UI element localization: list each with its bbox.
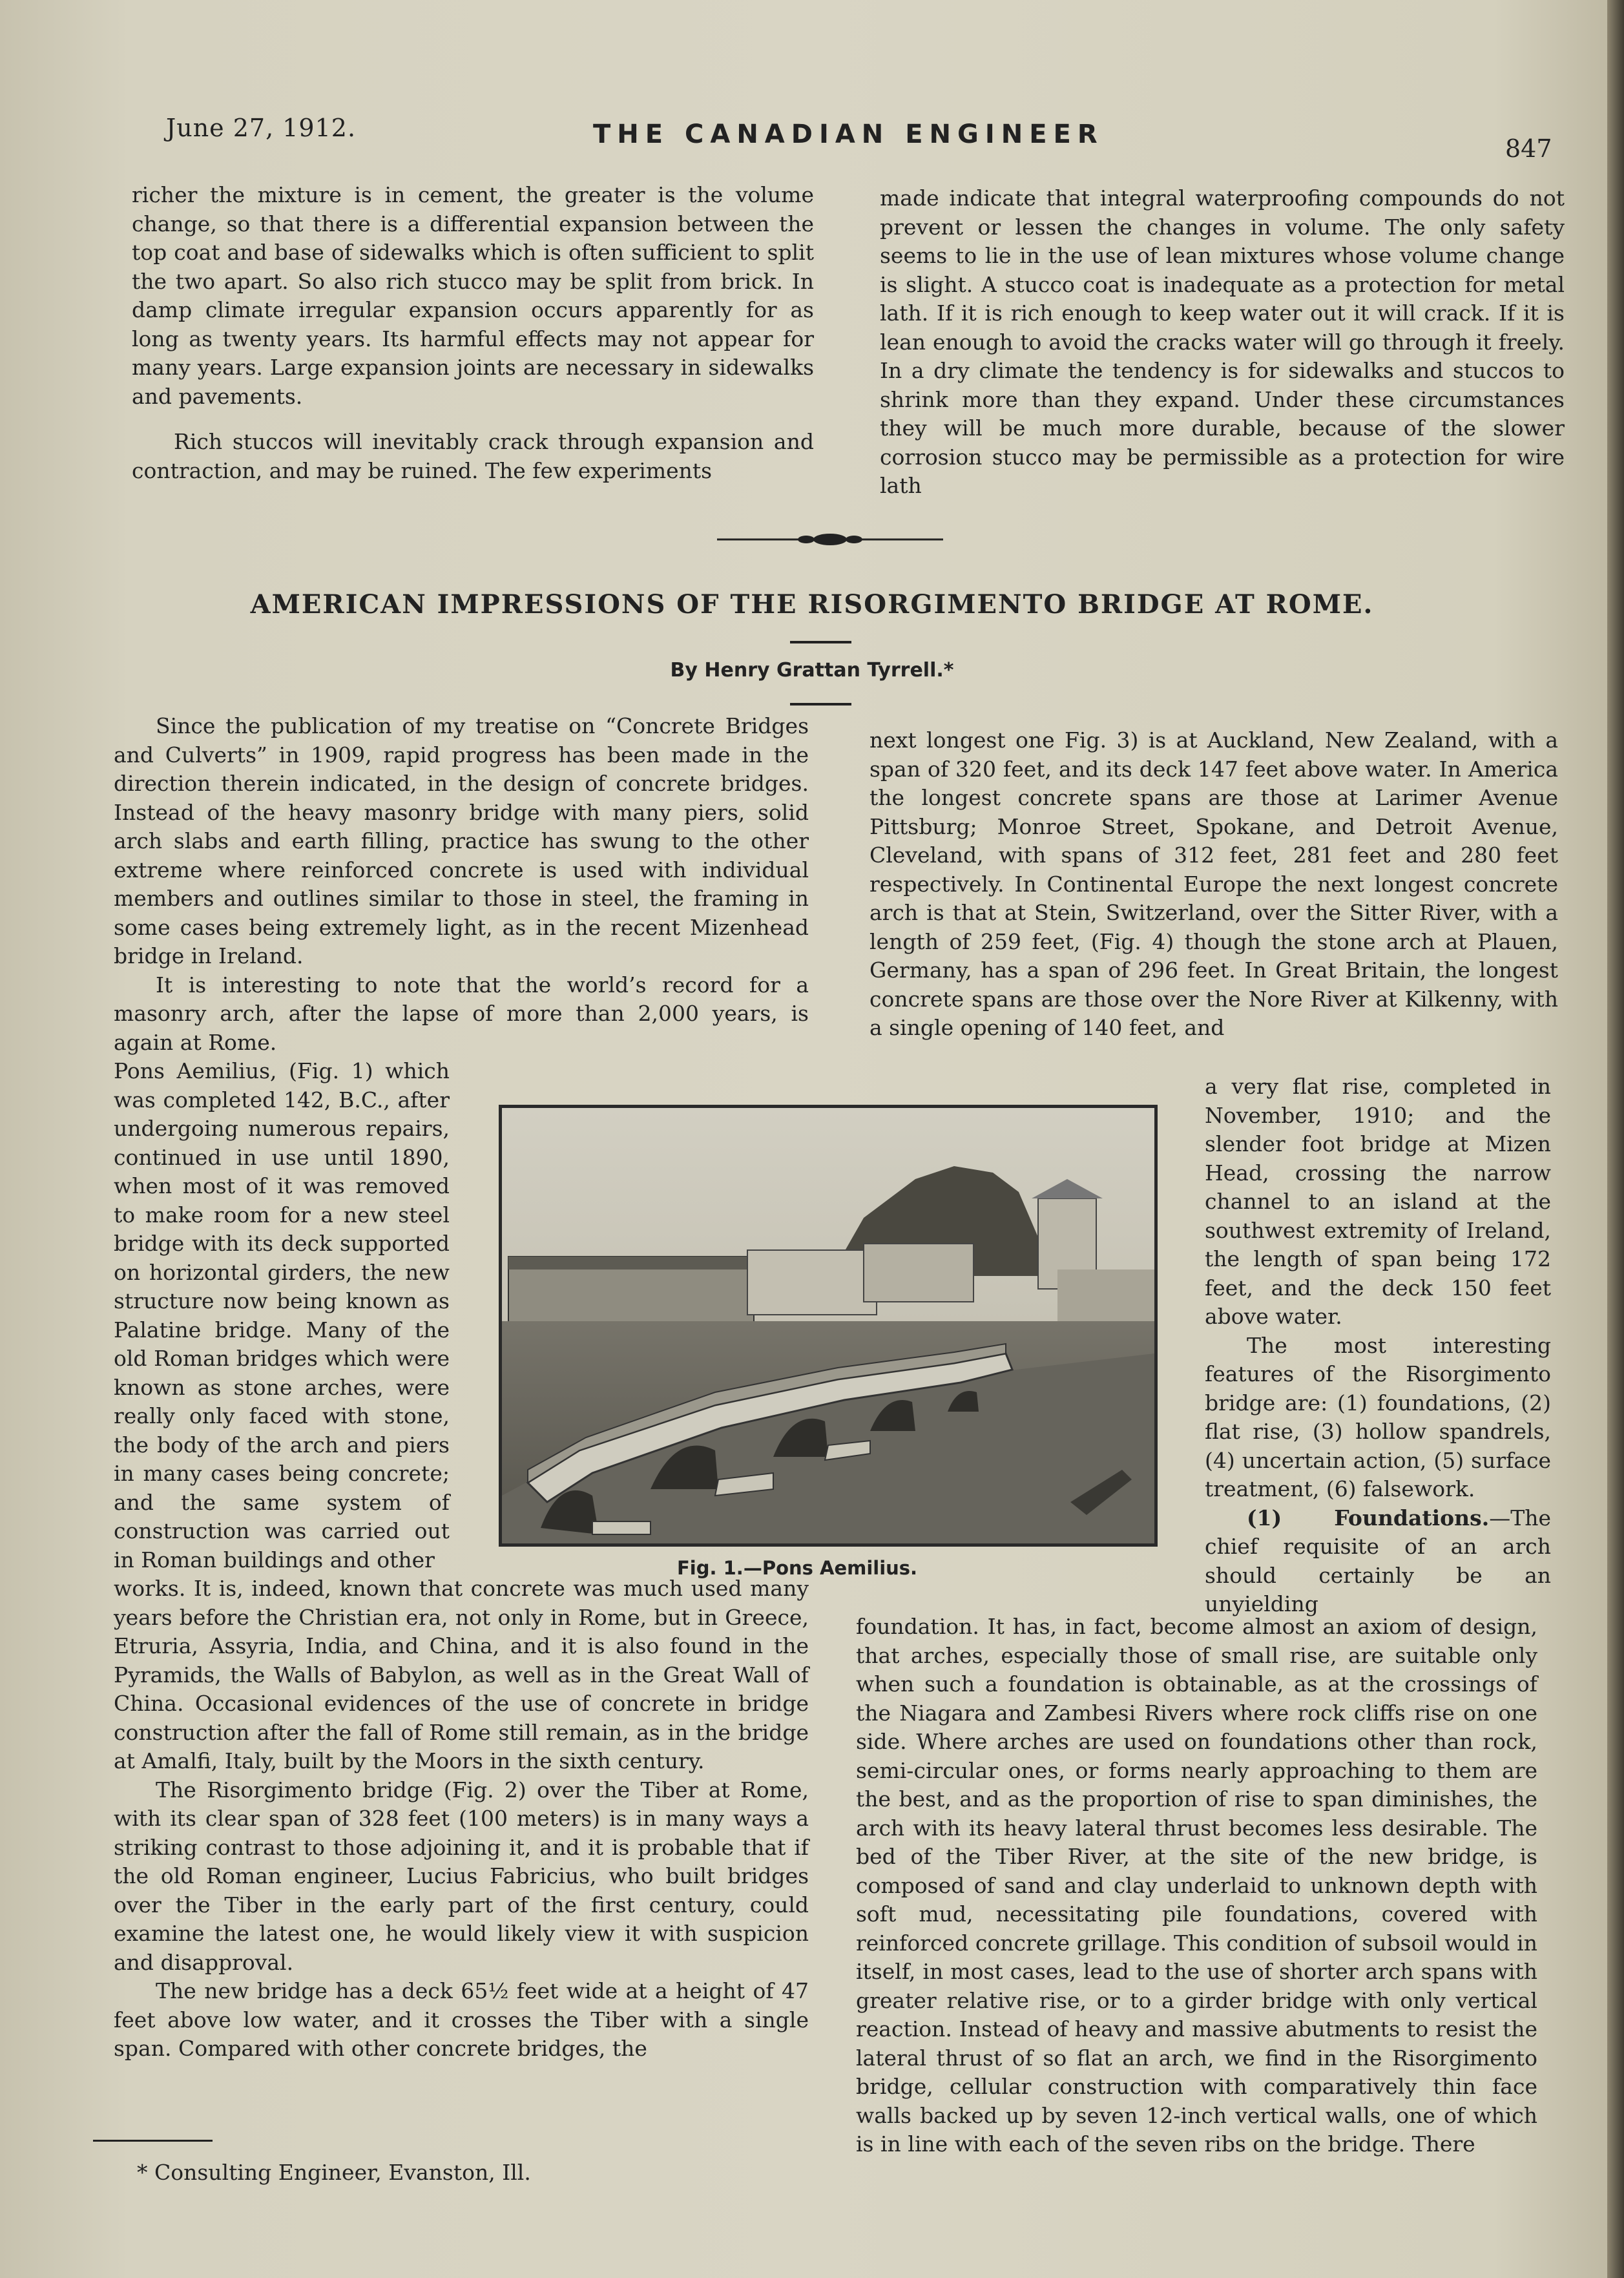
article-column-right-bottom bbox=[856, 1613, 1537, 2159]
paragraph: It is interesting to note that the world’s record for a masonry arch, after the lapse of more than 2,000 years, is again at Rome. bbox=[114, 972, 809, 1055]
paragraph: richer the mixture is in cement, the greater is the volume change, so that there is a differential expansion between the top coat and base of sidewalks which is often sufficient to split the two apart. So also rich stucco may be split from brick. In damp climate irregular expansion occurs apparently for as long as twenty years. Its harmful effects may not appear for many years. Large expansion joints are necessary in sidewalks and pavements. bbox=[132, 182, 814, 409]
page-number: 847 bbox=[1505, 134, 1552, 163]
paragraph: The Risorgimento bridge (Fig. 2) over the Tiber at Rome, with its clear span of 328 feet (100 meters) is in many ways a striking contrast to those adjoining it, and it is probable that if the old Roman engineer, Lucius Fabricius, who built bridges over the Tiber in the early part of the first century, could examine the latest one, he would likely view it with suspicion and disapproval. bbox=[114, 1777, 809, 1975]
footnote-rule bbox=[93, 2140, 213, 2142]
title-rule bbox=[790, 641, 851, 643]
byline: By Henry Grattan Tyrrell.* bbox=[670, 659, 954, 682]
figure-caption: Fig. 1.—Pons Aemilius. bbox=[677, 1557, 918, 1579]
paragraph: a very flat rise, completed in November, 1910; and the slender foot bridge at Mizen Head, crossing the narrow channel to an island at the southwest extremity of Ireland, the length of span being 172 feet, and the deck 150 feet above water. bbox=[1205, 1074, 1551, 1329]
running-head-date: June 27, 1912. bbox=[166, 114, 357, 142]
continued-text-left bbox=[132, 181, 814, 485]
paragraph: The new bridge has a deck 65½ feet wide at a height of 47 feet above low water, and it crosses the Tiber with a single span. Compared with other concrete bridges, the bbox=[114, 1978, 809, 2061]
paragraph: The most interesting features of the Risorgimento bridge are: (1) foundations, (2) flat rise, (3) hollow spandrels, (4) uncertain action, (5) surface treatment, (6) falsework. bbox=[1205, 1332, 1551, 1501]
paragraph-wrapped: Pons Aemilius, (Fig. 1) which was completed 142, B.C., after undergoing numerous repairs, continued in use until 1890, when most of it was removed to make room for a new steel bridge with its deck supported on horizontal girders, the new structure now being known as Palatine bridge. Many of the old Roman bridges which were known as stone arches, were really only faced with stone, the body of the arch and piers in many cases being concrete; and the same system of construction was carried out in Roman buildings and other bbox=[114, 1058, 450, 1573]
article-column-right-wrapped bbox=[1205, 1072, 1551, 1619]
article-title: AMERICAN IMPRESSIONS OF THE RISORGIMENTO BRIDGE AT ROME. bbox=[250, 589, 1374, 620]
article-column-right-top bbox=[869, 726, 1558, 1043]
paragraph: Rich stuccos will inevitably crack through expansion and contraction, and may be ruined. The few experiments bbox=[132, 429, 814, 483]
paragraph: works. It is, indeed, known that concrete was much used many years before the Christian era, not only in Rome, but in Greece, Etruria, Assyria, India, and China, and it is also found in the Pyramids, the Walls of Babylon, as well as in the Great Wall of China. Occasional evidences of the use of concrete in bridge construction after the fall of Rome still remain, as in the bridge at Amalfi, Italy, built by the Moors in the sixth century. bbox=[114, 1576, 809, 1773]
byline-rule bbox=[790, 703, 851, 705]
paragraph: foundation. It has, in fact, become almost an axiom of design, that arches, especially those of small rise, are suitable only when such a foundation is obtainable, as at the crossings of the Niagara and Zambesi Rivers where rock cliffs rise on one side. Where arches are used on foundations other than rock, semi-circular ones, or forms nearly approaching to them are the best, and as the proportion of rise to span diminishes, the arch with its heavy lateral thrust becomes less desirable. The bed of the Tiber River, at the site of the new bridge, is composed of sand and clay underlaid to unknown depth with soft mud, necessitating pile foundations, covered with reinforced concrete grillage. This condition of subsoil would in itself, in most cases, lead to the use of shorter arch spans with greater relative rise, or to a girder bridge with only vertical reaction. Instead of heavy and massive abutments to resist the lateral thrust of so flat an arch, we find in the Risorgimento bridge, cellular construction with comparatively thin face walls backed up by seven 12-inch vertical walls, one of which is in line with each of the seven ribs on the bridge. There bbox=[856, 1614, 1537, 2157]
paragraph: next longest one Fig. 3) is at Auckland, New Zealand, with a span of 320 feet, and its deck 147 feet above water. In America the longest concrete spans are those at Larimer Avenue Pittsburg; Monroe Street, Spokane, and Detroit Avenue, Cleveland, with spans of 312 feet, 281 feet and 280 feet respectively. In Continental Europe the next longest concrete arch is that at Stein, Switzerland, over the Sitter River, with a length of 259 feet, (Fig. 4) though the stone arch at Plauen, Germany, has a span of 296 feet. In Great Britain, the longest concrete spans are those over the Nore River at Kilkenny, with a single opening of 140 feet, and bbox=[869, 727, 1558, 1040]
book-binding-edge bbox=[1607, 0, 1624, 2278]
paragraph: made indicate that integral waterproofing compounds do not prevent or lessen the changes in volume. The only safety seems to lie in the use of lean mixtures whose volume change is slight. A stucco coat is inadequate as a protection for metal lath. If it is rich enough to keep water out it will crack. If it is lean enough to avoid the cracks water will go through it freely. In a dry climate the tendency is for sidewalks and stuccos to shrink more than they expand. Under these circumstances they will be much more durable, because of the slower corrosion stucco may be permissible as a protection for wire lath bbox=[880, 185, 1565, 498]
bridge-engraving-icon bbox=[502, 1108, 1154, 1543]
figure-pons-aemilius bbox=[499, 1105, 1158, 1547]
footnote: * Consulting Engineer, Evanston, Ill. bbox=[137, 2160, 531, 2185]
foundations-heading: (1) Foundations. bbox=[1247, 1505, 1490, 1531]
ornament-divider-icon bbox=[717, 530, 943, 549]
running-head-journal: THE CANADIAN ENGINEER bbox=[593, 120, 1104, 149]
continued-text-right bbox=[880, 184, 1565, 501]
paragraph: Since the publication of my treatise on “Concrete Bridges and Culverts” in 1909, rapid progress has been made in the direction therein indicated, in the design of concrete bridges. Instead of the heavy masonry bridge with many piers, solid arch slabs and earth filling, practice has swung to the other extreme where reinforced concrete is used with individual members and outlines similar to those in steel, the framing in some cases being extremely light, as in the recent Mizenhead bridge in Ireland. bbox=[114, 713, 809, 968]
paragraph: —The chief requisite of an arch should certainly be an unyielding bbox=[1205, 1505, 1551, 1616]
